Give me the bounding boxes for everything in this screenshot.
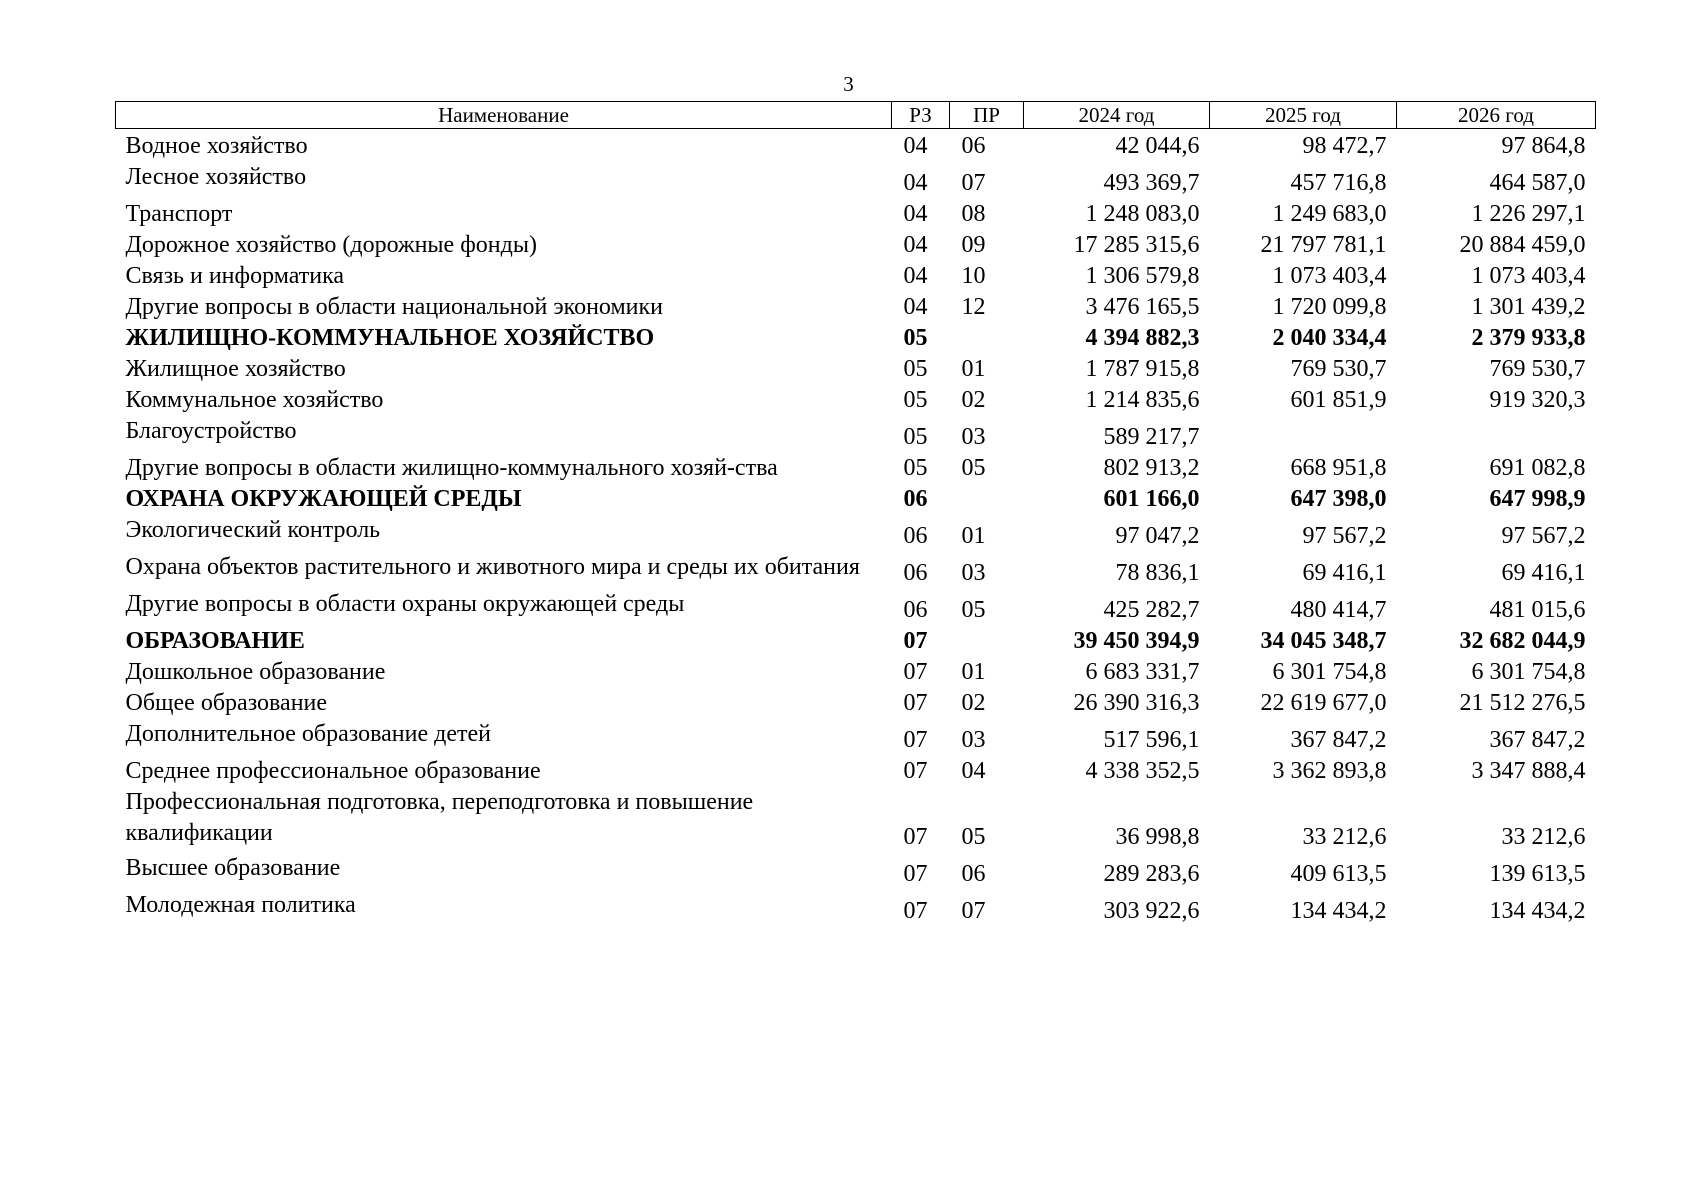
row-pr: 04 (961, 758, 986, 784)
row-2026: 2 379 933,8 (1471, 325, 1586, 351)
row-name: Молодежная политика (125, 892, 356, 918)
row-2026: 139 613,5 (1489, 861, 1586, 887)
row-2026 (1397, 416, 1596, 453)
table-row (116, 787, 1596, 853)
header-pr: ПР (950, 102, 1024, 129)
row-rz: 05 (903, 455, 928, 481)
row-2024: 17 285 315,6 (1073, 232, 1200, 258)
row-2026: 647 998,9 (1489, 486, 1586, 512)
section-name: ЖИЛИЩНО-КОММУНАЛЬНОЕ ХОЗЯЙСТВО (125, 325, 655, 351)
row-name: Жилищное хозяйство (125, 356, 346, 382)
row-pr: 03 (961, 727, 986, 753)
row-2024: 1 306 579,8 (1085, 263, 1200, 289)
table-row (116, 589, 1596, 626)
row-rz: 05 (903, 387, 928, 413)
row-name: Благоустройство (125, 418, 297, 444)
row-name: Общее образование (125, 690, 328, 716)
row-2026: 6 301 754,8 (1471, 659, 1586, 685)
row-2024: 42 044,6 (1115, 133, 1200, 159)
row-2026: 3 347 888,4 (1471, 758, 1586, 784)
row-2025: 668 951,8 (1290, 455, 1387, 481)
row-2026: 1 073 403,4 (1471, 263, 1586, 289)
row-rz: 05 (903, 424, 928, 450)
table-row (116, 199, 1596, 230)
row-2025: 1 720 099,8 (1272, 294, 1387, 320)
row-pr: 10 (961, 263, 986, 289)
row-rz: 06 (903, 486, 928, 512)
row-rz: 07 (903, 690, 928, 716)
row-2025: 98 472,7 (1302, 133, 1387, 159)
table-row (116, 688, 1596, 719)
row-2024: 493 369,7 (1103, 170, 1200, 196)
row-name: Высшее образование (125, 855, 341, 881)
table-row (116, 416, 1596, 453)
table-body (116, 129, 1596, 928)
row-pr: 07 (961, 170, 986, 196)
row-2024: 1 787 915,8 (1085, 356, 1200, 382)
page-number: 3 (843, 72, 854, 96)
row-rz: 07 (903, 628, 928, 654)
row-2026: 1 226 297,1 (1471, 201, 1586, 227)
row-pr (950, 484, 1024, 515)
row-pr (950, 626, 1024, 657)
row-rz: 07 (903, 824, 928, 850)
row-2025: 97 567,2 (1302, 523, 1387, 549)
row-pr: 06 (961, 133, 986, 159)
section-name: ОБРАЗОВАНИЕ (125, 628, 305, 654)
row-pr: 05 (961, 455, 986, 481)
row-name: Другие вопросы в области национальной экономики (125, 294, 664, 320)
row-2025: 647 398,0 (1290, 486, 1387, 512)
row-pr: 02 (961, 690, 986, 716)
row-name: Охрана объектов растительного и животного мира и среды их обитания (125, 554, 860, 580)
row-pr: 03 (961, 424, 986, 450)
row-name: Другие вопросы в области охраны окружающей среды (125, 591, 685, 617)
row-2024: 303 922,6 (1103, 898, 1200, 924)
table-row (116, 453, 1596, 484)
row-2026: 97 864,8 (1501, 133, 1586, 159)
row-2024: 425 282,7 (1103, 597, 1200, 623)
header-rz: РЗ (892, 102, 950, 129)
row-2024: 4 338 352,5 (1085, 758, 1200, 784)
row-2024: 589 217,7 (1103, 424, 1200, 450)
row-pr: 03 (961, 560, 986, 586)
row-2025: 3 362 893,8 (1272, 758, 1387, 784)
row-2025: 1 073 403,4 (1272, 263, 1387, 289)
table-row (116, 129, 1596, 163)
table-row (116, 657, 1596, 688)
row-2025: 367 847,2 (1290, 727, 1387, 753)
row-pr: 12 (961, 294, 986, 320)
table-row (116, 162, 1596, 199)
row-pr (950, 323, 1024, 354)
row-2025: 409 613,5 (1290, 861, 1387, 887)
header-2025: 2025 год (1210, 102, 1397, 129)
row-rz: 06 (903, 523, 928, 549)
row-2024: 3 476 165,5 (1085, 294, 1200, 320)
row-2025: 34 045 348,7 (1260, 628, 1387, 654)
row-2026: 69 416,1 (1501, 560, 1586, 586)
row-2025: 69 416,1 (1302, 560, 1387, 586)
table-row (116, 756, 1596, 787)
table-row (116, 385, 1596, 416)
table-row (116, 853, 1596, 890)
row-name: Дошкольное образование (125, 659, 386, 685)
section-name: ОХРАНА ОКРУЖАЮЩЕЙ СРЕДЫ (125, 486, 522, 512)
row-2025: 601 851,9 (1290, 387, 1387, 413)
row-2026: 367 847,2 (1489, 727, 1586, 753)
row-2025: 33 212,6 (1302, 824, 1387, 850)
table-row (116, 354, 1596, 385)
row-2024: 6 683 331,7 (1085, 659, 1200, 685)
row-pr: 07 (961, 898, 986, 924)
row-2025: 21 797 781,1 (1260, 232, 1387, 258)
section-row (116, 484, 1596, 515)
header-name: Наименование (116, 102, 892, 129)
row-name: Профессиональная подготовка, переподготовка и повышение квалификации (125, 789, 754, 846)
row-name: Водное хозяйство (125, 133, 308, 159)
row-2024: 517 596,1 (1103, 727, 1200, 753)
table-row (116, 261, 1596, 292)
row-2025: 457 716,8 (1290, 170, 1387, 196)
row-rz: 05 (903, 356, 928, 382)
row-2024: 289 283,6 (1103, 861, 1200, 887)
row-name: Лесное хозяйство (125, 164, 307, 190)
row-2026: 21 512 276,5 (1459, 690, 1586, 716)
row-2026: 1 301 439,2 (1471, 294, 1586, 320)
row-pr: 08 (961, 201, 986, 227)
row-2025: 2 040 334,4 (1272, 325, 1387, 351)
row-2024: 1 248 083,0 (1085, 201, 1200, 227)
row-rz: 06 (903, 560, 928, 586)
row-2026: 919 320,3 (1489, 387, 1586, 413)
section-row (116, 323, 1596, 354)
row-pr: 01 (961, 659, 986, 685)
row-rz: 04 (903, 294, 928, 320)
budget-table (115, 101, 1596, 927)
row-2025 (1210, 416, 1397, 453)
header-2026: 2026 год (1397, 102, 1596, 129)
row-name: Среднее профессиональное образование (125, 758, 541, 784)
header-row (116, 102, 1596, 129)
row-pr: 01 (961, 356, 986, 382)
row-2026: 33 212,6 (1501, 824, 1586, 850)
row-name: Другие вопросы в области жилищно-коммунального хозяй-ства (125, 455, 778, 481)
row-2024: 26 390 316,3 (1073, 690, 1200, 716)
row-rz: 04 (903, 133, 928, 159)
row-2024: 39 450 394,9 (1073, 628, 1200, 654)
row-pr: 09 (961, 232, 986, 258)
row-name: Экологический контроль (125, 517, 381, 543)
table-row (116, 890, 1596, 927)
row-2025: 134 434,2 (1290, 898, 1387, 924)
row-2024: 78 836,1 (1115, 560, 1200, 586)
row-2025: 6 301 754,8 (1272, 659, 1387, 685)
row-pr: 01 (961, 523, 986, 549)
row-name: Транспорт (125, 201, 233, 227)
row-rz: 07 (903, 898, 928, 924)
section-row (116, 626, 1596, 657)
row-name: Коммунальное хозяйство (125, 387, 384, 413)
row-rz: 07 (903, 727, 928, 753)
row-rz: 07 (903, 758, 928, 784)
row-2026: 481 015,6 (1489, 597, 1586, 623)
row-rz: 07 (903, 659, 928, 685)
row-rz: 05 (903, 325, 928, 351)
row-2026: 464 587,0 (1489, 170, 1586, 196)
row-name: Дополнительное образование детей (125, 721, 491, 747)
row-rz: 04 (903, 263, 928, 289)
table-row (116, 552, 1596, 589)
row-pr: 02 (961, 387, 986, 413)
row-pr: 05 (961, 597, 986, 623)
row-rz: 06 (903, 597, 928, 623)
row-pr: 05 (961, 824, 986, 850)
row-2024: 802 913,2 (1103, 455, 1200, 481)
row-name: Связь и информатика (125, 263, 345, 289)
table-row (116, 515, 1596, 552)
row-2025: 1 249 683,0 (1272, 201, 1387, 227)
table-row (116, 719, 1596, 756)
row-2026: 20 884 459,0 (1459, 232, 1586, 258)
row-rz: 04 (903, 232, 928, 258)
header-2024: 2024 год (1024, 102, 1210, 129)
row-rz: 04 (903, 201, 928, 227)
row-2025: 769 530,7 (1290, 356, 1387, 382)
row-2024: 4 394 882,3 (1085, 325, 1200, 351)
row-2026: 691 082,8 (1489, 455, 1586, 481)
row-2026: 134 434,2 (1489, 898, 1586, 924)
row-2024: 601 166,0 (1103, 486, 1200, 512)
row-pr: 06 (961, 861, 986, 887)
row-name: Дорожное хозяйство (дорожные фонды) (125, 232, 537, 258)
row-2024: 36 998,8 (1115, 824, 1200, 850)
row-2025: 480 414,7 (1290, 597, 1387, 623)
row-2024: 97 047,2 (1115, 523, 1200, 549)
table-row (116, 292, 1596, 323)
row-rz: 07 (903, 861, 928, 887)
row-2026: 32 682 044,9 (1459, 628, 1586, 654)
table-row (116, 230, 1596, 261)
row-2025: 22 619 677,0 (1260, 690, 1387, 716)
row-2024: 1 214 835,6 (1085, 387, 1200, 413)
table-header (116, 102, 1596, 129)
row-2026: 769 530,7 (1489, 356, 1586, 382)
row-rz: 04 (903, 170, 928, 196)
row-2026: 97 567,2 (1501, 523, 1586, 549)
